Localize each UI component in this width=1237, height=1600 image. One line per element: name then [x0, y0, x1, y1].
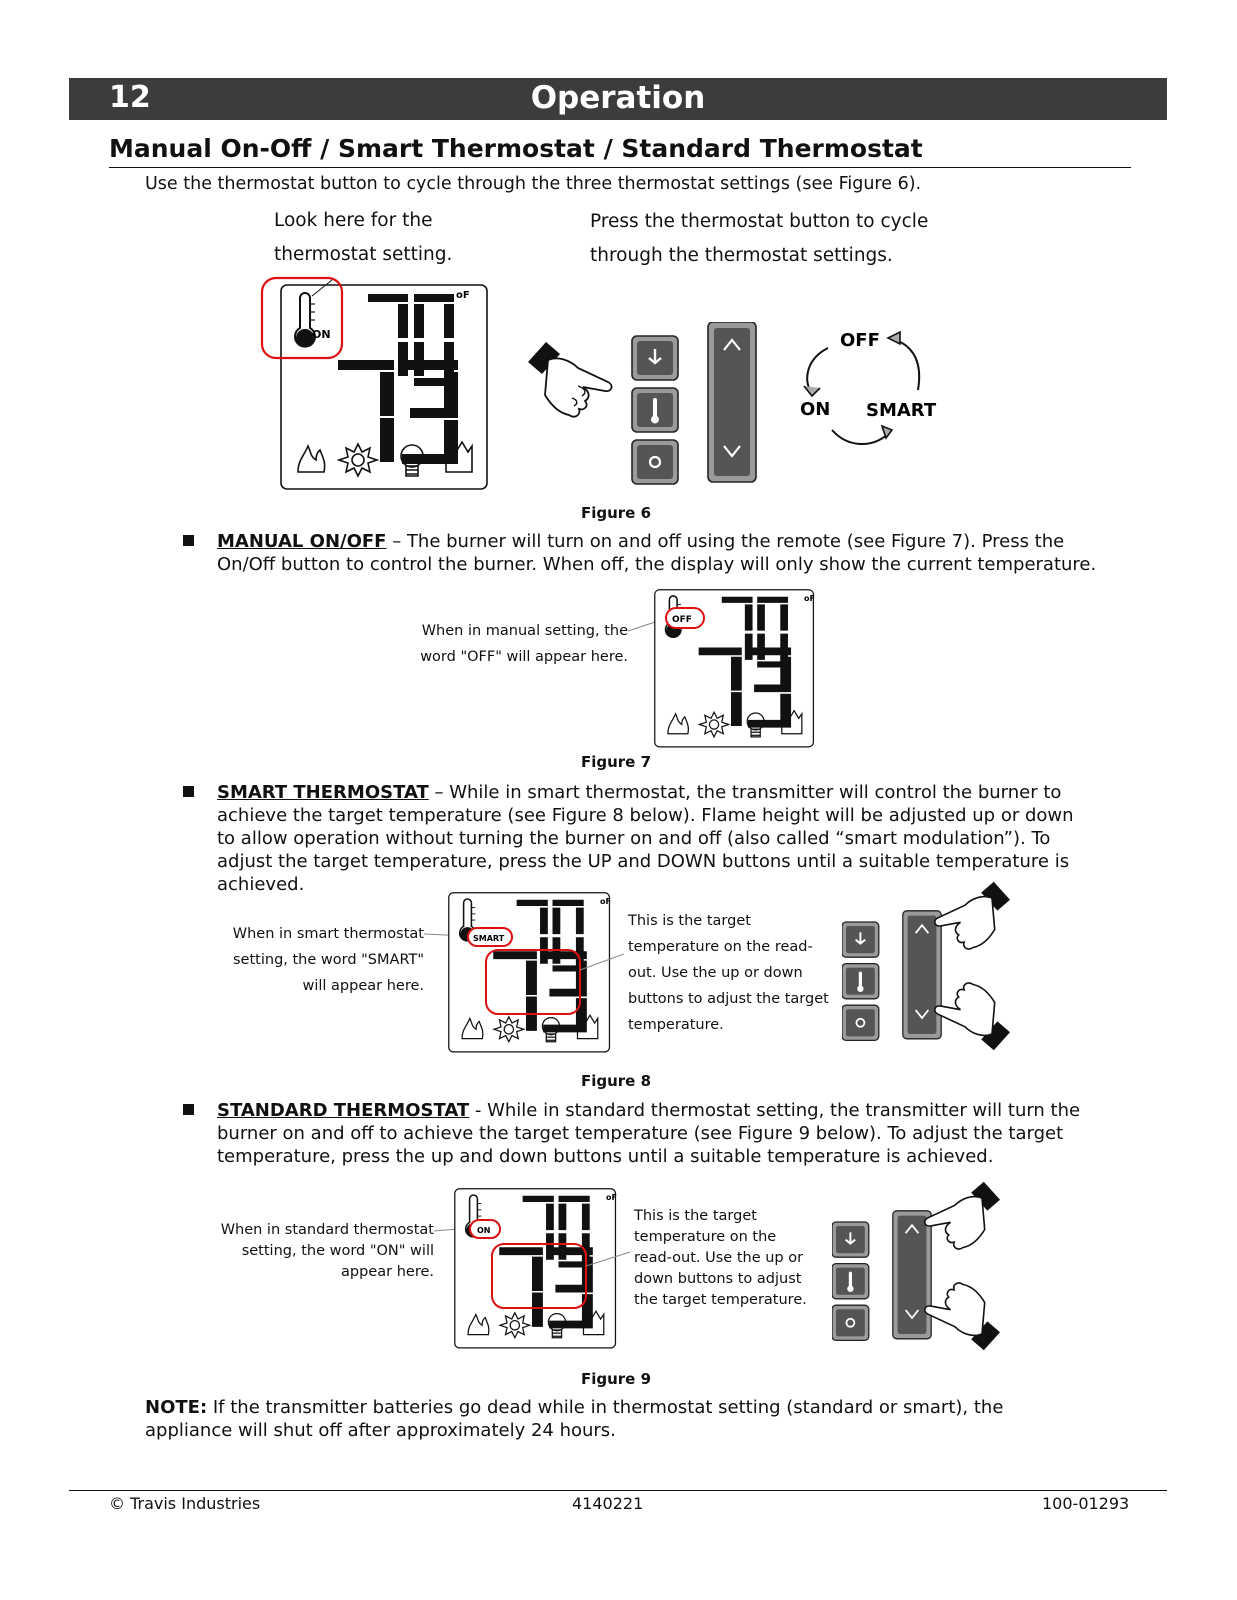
bullet: [183, 786, 194, 797]
bullet: [183, 535, 194, 546]
fig6-mode-label: ON: [312, 328, 331, 341]
fig8-remote-keypad: [842, 880, 1022, 1066]
fig7-mode-label: OFF: [672, 615, 692, 625]
fig7-note: When in manual setting, the word "OFF" will appear here.: [420, 623, 628, 665]
intro-text: Use the thermostat button to cycle through the three thermostat settings (see Figure 6).: [145, 174, 922, 194]
fig9-remote-keypad: [832, 1180, 1012, 1366]
fig9-note: When in standard thermostat setting, the word "ON" will appear here.: [220, 1222, 434, 1280]
footer-rule: [69, 1490, 1167, 1491]
fig8-mode-label: SMART: [473, 934, 505, 943]
page-number: 12: [109, 80, 151, 115]
footer-center: 4140221: [572, 1494, 644, 1513]
footer-left: © Travis Industries: [109, 1494, 261, 1513]
fig8-target-note: This is the target temperature on the read- out. Use the up or down buttons to adjust the target temperature.: [628, 913, 829, 1033]
section-title: Manual On-Off / Smart Thermostat / Standard Thermostat: [109, 134, 923, 163]
fig6-unit: oF: [456, 290, 470, 301]
figure7-caption: Figure 7: [580, 753, 652, 771]
battery-note: NOTE: If the transmitter batteries go dead while in thermostat setting (standard or smart), the appliance will shut off after approximately 24 hours.: [145, 1397, 1004, 1441]
cycle-smart-label: SMART: [866, 400, 937, 421]
fig9-mode-label: ON: [477, 1226, 491, 1235]
manual-paragraph: MANUAL ON/OFF – The burner will turn on and off using the remote (see Figure 7). Press the On/Off button to control the burner. When off, the display will only show the current temperature.: [217, 531, 1097, 575]
fig9-lcd-display: [434, 1186, 634, 1356]
fig8-note: When in smart thermostat setting, the word "SMART" will appear here.: [232, 926, 424, 994]
fig8-unit: oF: [600, 897, 611, 906]
page-title: Operation: [530, 80, 706, 116]
fig7-unit: oF: [804, 594, 815, 603]
fig8-lcd-display: [424, 890, 624, 1058]
smart-paragraph: SMART THERMOSTAT – While in smart thermostat, the transmitter will control the burner to achieve the target temperature (see Figure 8 below). Flame height will be adjusted up or down to allow operation without turning the burner on and off (also called “smart modulation”). To adjust the target temperature, press the UP and DOWN buttons until a suitable temperature is achieved.: [217, 782, 1074, 895]
fig7-lcd-display: [628, 585, 818, 755]
page-header: [69, 78, 1167, 120]
fig9-unit: oF: [606, 1193, 617, 1202]
cycle-on-label: ON: [800, 399, 831, 420]
footer-right: 100-01293: [1042, 1494, 1130, 1513]
standard-paragraph: STANDARD THERMOSTAT - While in standard thermostat setting, the transmitter will turn the burner on and off to achieve the target temperature (see Figure 9 below). To adjust the target temperature, press the up and down buttons until a suitable temperature is achieved.: [217, 1100, 1081, 1167]
cycle-off-label: OFF: [840, 330, 880, 351]
fig6-lcd-display: [260, 276, 496, 498]
fig6-callout-right: Press the thermostat button to cycle through the thermostat settings.: [590, 211, 929, 266]
fig9-target-note: This is the target temperature on the read-out. Use the up or down buttons to adjust the target temperature.: [634, 1208, 807, 1308]
fig6-remote-keypad: [528, 322, 768, 492]
bullet: [183, 1104, 194, 1115]
section-rule: [109, 167, 1131, 168]
fig6-callout-left: Look here for the thermostat setting.: [274, 210, 453, 265]
figure9-caption: Figure 9: [580, 1370, 652, 1388]
figure6-caption: Figure 6: [580, 504, 652, 522]
fig6-cycle-diagram: [800, 326, 960, 456]
figure8-caption: Figure 8: [580, 1072, 652, 1090]
